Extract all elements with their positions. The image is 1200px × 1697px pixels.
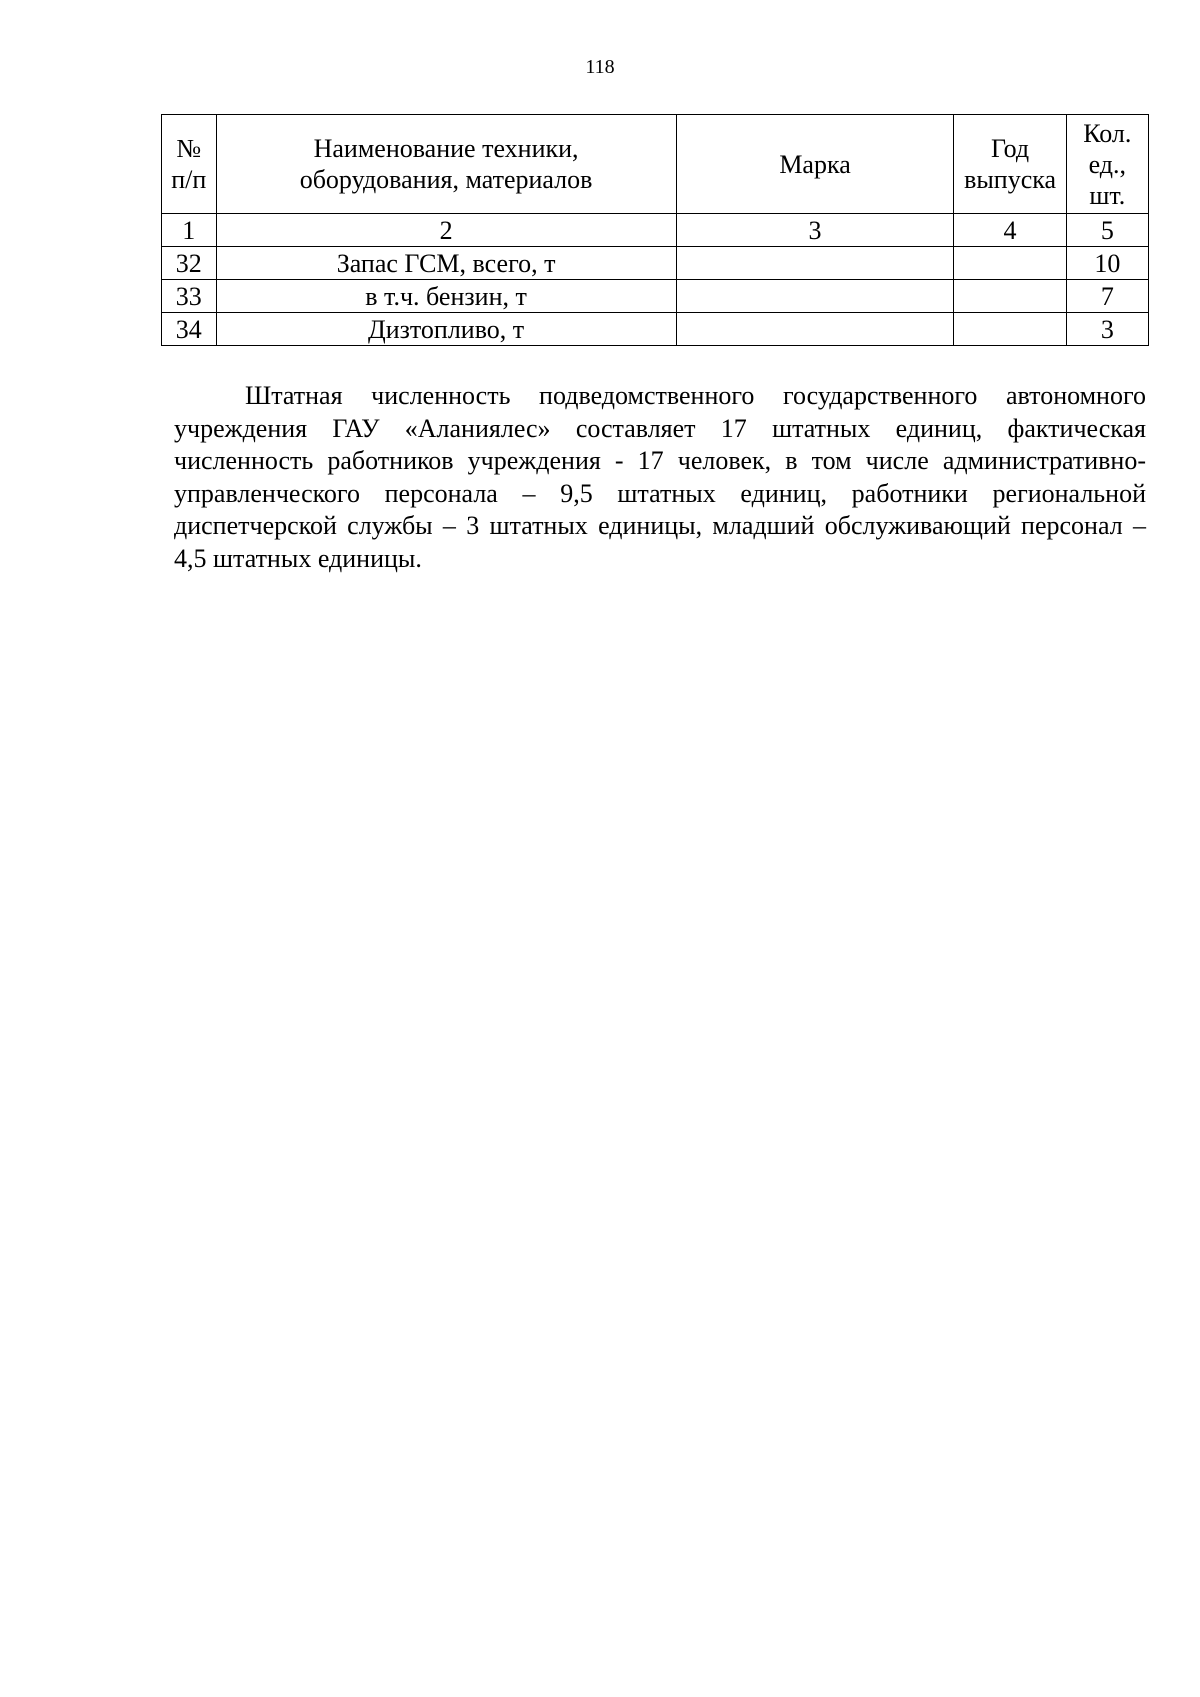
column-numbering-row xyxy=(162,214,1149,247)
table-cell: 10 xyxy=(1066,247,1148,280)
table-cell xyxy=(676,313,954,346)
header-number: № п/п xyxy=(162,115,217,214)
table-cell: 3 xyxy=(1066,313,1148,346)
table-row xyxy=(162,247,1149,280)
table-cell xyxy=(676,247,954,280)
table-cell: 33 xyxy=(162,280,217,313)
table-cell xyxy=(954,313,1066,346)
header-quantity: Кол. ед., шт. xyxy=(1066,115,1148,214)
header-brand: Марка xyxy=(676,115,954,214)
table-cell: 32 xyxy=(162,247,217,280)
table-header-row xyxy=(162,115,1149,214)
inventory-table xyxy=(161,114,1149,346)
table-cell: 3 xyxy=(676,214,954,247)
header-name: Наименование техники, оборудования, материалов xyxy=(216,115,676,214)
table-row xyxy=(162,280,1149,313)
table-cell: в т.ч. бензин, т xyxy=(216,280,676,313)
table-cell: Дизтопливо, т xyxy=(216,313,676,346)
table-cell: 2 xyxy=(216,214,676,247)
table-cell: Запас ГСМ, всего, т xyxy=(216,247,676,280)
table-cell: 5 xyxy=(1066,214,1148,247)
table-cell xyxy=(954,280,1066,313)
header-year: Год выпуска xyxy=(954,115,1066,214)
table-cell: 34 xyxy=(162,313,217,346)
table-cell: 4 xyxy=(954,214,1066,247)
table-cell: 7 xyxy=(1066,280,1148,313)
table-cell: 1 xyxy=(162,214,217,247)
page-number: 118 xyxy=(585,56,615,78)
table-row xyxy=(162,313,1149,346)
table-cell xyxy=(676,280,954,313)
table-cell xyxy=(954,247,1066,280)
staffing-paragraph: Штатная численность подведомственного государственного автономного учреждения ГАУ «Аланиялес» составляет 17 штатных единиц, фактическая численность работников учреждения - 17 человек, в том числе административно-управленческого персонала – 9,5 штатных единиц, работники региональной диспетчерской службы – 3 штатных единицы, младший обслуживающий персонал – 4,5 штатных единицы. xyxy=(174,381,1146,573)
